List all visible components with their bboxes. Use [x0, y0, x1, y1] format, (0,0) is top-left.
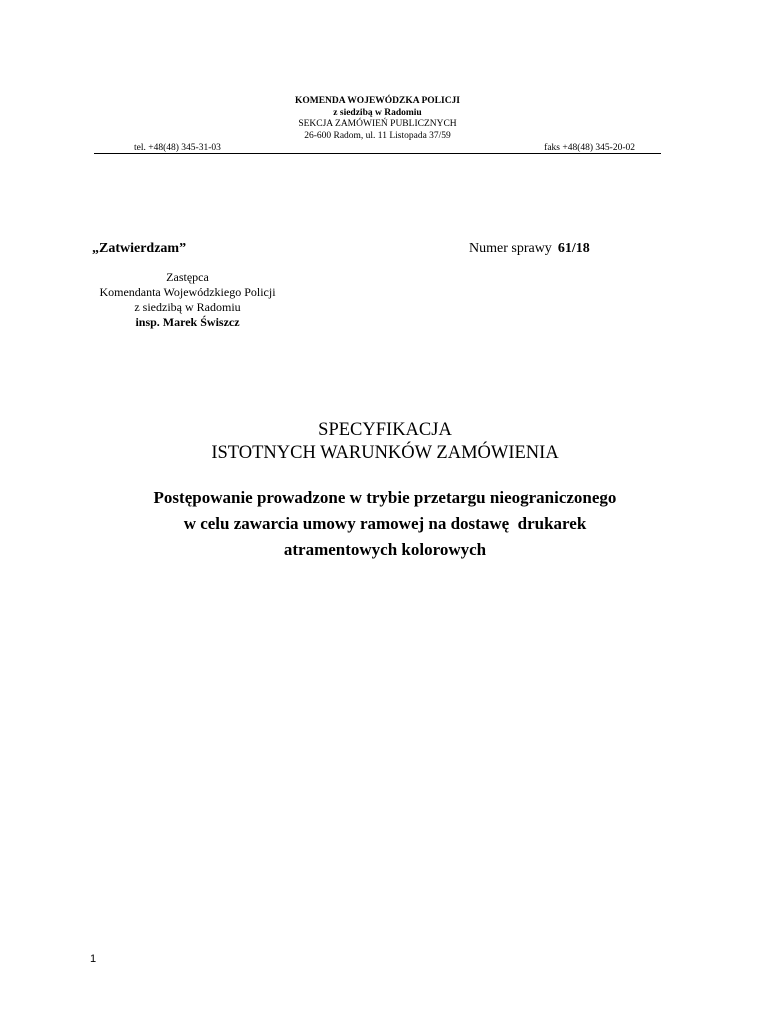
signatory-block [91, 270, 284, 330]
subject-line-1: Postępowanie prowadzone w trybie przetargu nieograniczonego [153, 488, 617, 507]
title-line-2: ISTOTNYCH WARUNKÓW ZAMÓWIENIA [211, 443, 559, 463]
case-number-value: 61/18 [557, 241, 590, 256]
institution-address: 26-600 Radom, ul. 11 Listopada 37/59 [304, 130, 451, 141]
section-name: SEKCJA ZAMÓWIEŃ PUBLICZNYCH [298, 119, 457, 129]
institution-seat: z siedzibą w Radomiu [333, 107, 422, 118]
approval-label: „Zatwierdzam” [92, 241, 187, 256]
header-divider [94, 153, 661, 154]
subject-line-2: w celu zawarcia umowy ramowej na dostawę drukarek [183, 514, 587, 533]
procurement-subject [60, 485, 710, 563]
fax-number: faks +48(48) 345-20-02 [544, 143, 635, 153]
subject-line-3: atramentowych kolorowych [283, 540, 487, 559]
phone-number: tel. +48(48) 345-31-03 [134, 143, 221, 153]
institution-name: KOMENDA WOJEWÓDZKA POLICJI [294, 96, 461, 106]
title-line-1: SPECYFIKACJA [318, 420, 452, 440]
page-number: 1 [90, 953, 97, 965]
signatory-title-1: Zastępca [166, 270, 209, 284]
document-title [0, 419, 770, 465]
case-number-label: Numer sprawy [469, 241, 552, 256]
case-number [469, 241, 590, 257]
signatory-name: insp. Marek Świszcz [135, 315, 240, 329]
signatory-title-3: z siedzibą w Radomiu [134, 300, 241, 314]
signatory-title-2: Komendanta Wojewódzkiego Policji [99, 285, 276, 299]
letterhead [94, 96, 661, 142]
